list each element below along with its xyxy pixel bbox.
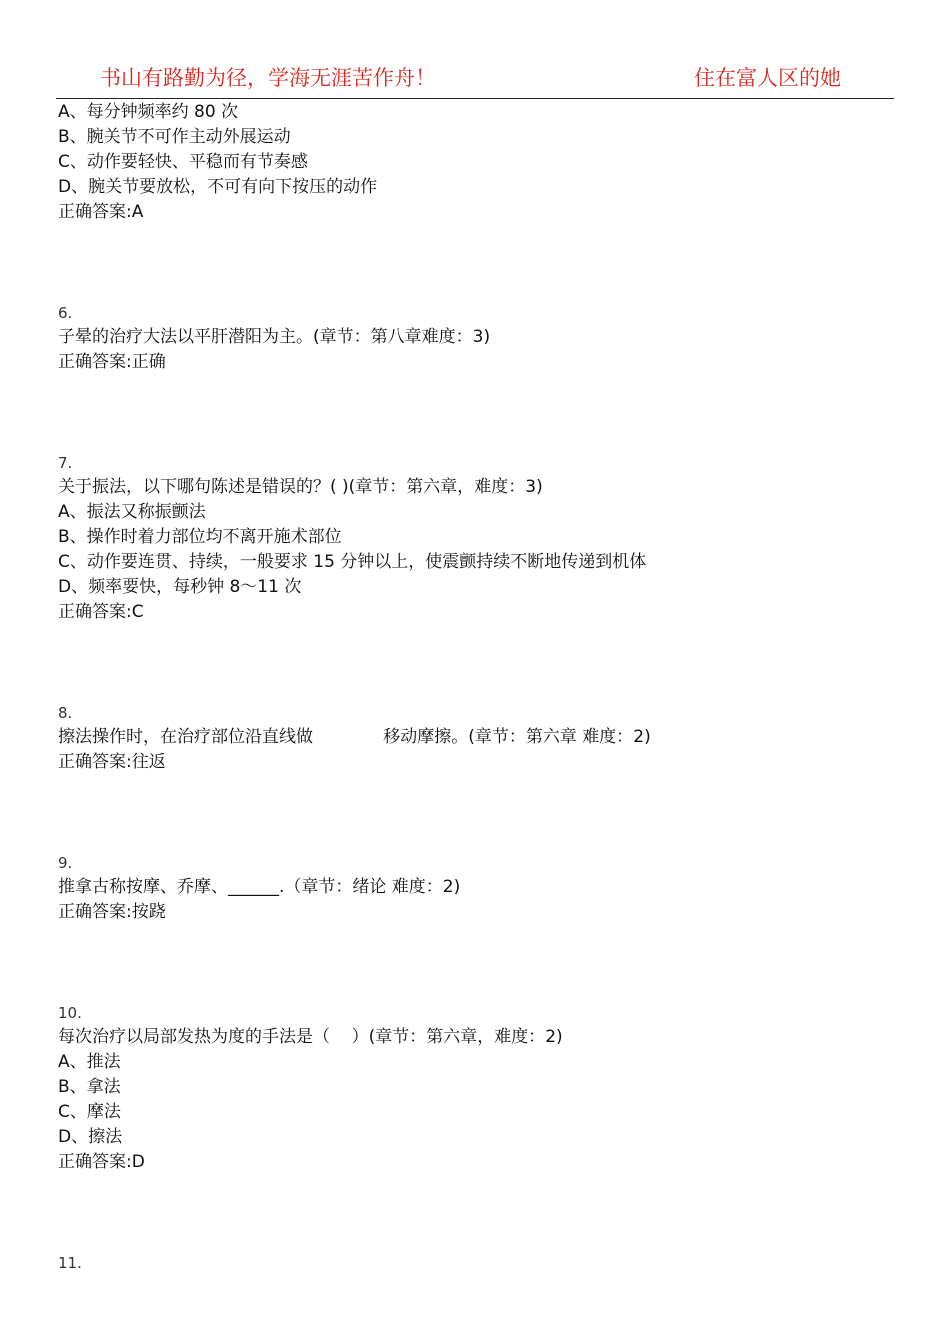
question-stem: 子晕的治疗大法以平肝潜阳为主。(章节：第八章难度：3) (58, 327, 491, 347)
question-number: 7. (58, 454, 73, 472)
header-motto-right: 住在富人区的她 (694, 66, 841, 90)
question-stem: 每次治疗以局部发热为度的手法是（ ）(章节：第六章，难度：2) (58, 1027, 563, 1047)
option-a: A、推法 (58, 1052, 121, 1072)
question-stem: 擦法操作时，在治疗部位沿直线做 移动摩擦。(章节：第六章 难度：2) (58, 727, 651, 747)
answer: 正确答案:A (58, 202, 144, 222)
answer: 正确答案:D (58, 1152, 145, 1172)
question-number: 8. (58, 704, 73, 722)
question-number: 10. (58, 1004, 82, 1022)
answer: 正确答案:正确 (58, 352, 166, 372)
question-10 (58, 1002, 918, 1175)
question-number: 9. (58, 854, 73, 872)
question-number: 11. (58, 1254, 82, 1272)
option-d: D、腕关节要放松，不可有向下按压的动作 (58, 177, 378, 197)
answer: 正确答案:C (58, 602, 144, 622)
option-d: D、擦法 (58, 1127, 123, 1147)
option-c: C、动作要连贯、持续，一般要求 15 分钟以上，使震颤持续不断地传递到机体 (58, 552, 647, 572)
header-divider (56, 98, 894, 99)
question-11 (58, 1252, 918, 1275)
option-b: B、腕关节不可作主动外展运动 (58, 127, 291, 147)
question-stem: 推拿古称按摩、乔摩、______.（章节：绪论 难度：2) (58, 877, 461, 897)
option-a: A、振法又称振颤法 (58, 502, 206, 522)
question-5 (58, 100, 918, 225)
question-9 (58, 852, 918, 925)
option-c: C、动作要轻快、平稳而有节奏感 (58, 152, 308, 172)
header-motto-left: 书山有路勤为径，学海无涯苦作舟！ (100, 66, 436, 90)
answer: 正确答案:往返 (58, 752, 166, 772)
document-body (58, 100, 918, 1275)
option-c: C、摩法 (58, 1102, 121, 1122)
question-8 (58, 702, 918, 775)
option-b: B、拿法 (58, 1077, 121, 1097)
answer: 正确答案:按跷 (58, 902, 166, 922)
question-number: 6. (58, 304, 73, 322)
option-b: B、操作时着力部位均不离开施术部位 (58, 527, 342, 547)
option-d: D、频率要快，每秒钟 8～11 次 (58, 577, 302, 597)
question-7 (58, 452, 918, 625)
question-stem: 关于振法，以下哪句陈述是错误的？( )(章节：第六章，难度：3) (58, 477, 543, 497)
option-a: A、每分钟频率约 80 次 (58, 102, 239, 122)
question-6 (58, 302, 918, 375)
